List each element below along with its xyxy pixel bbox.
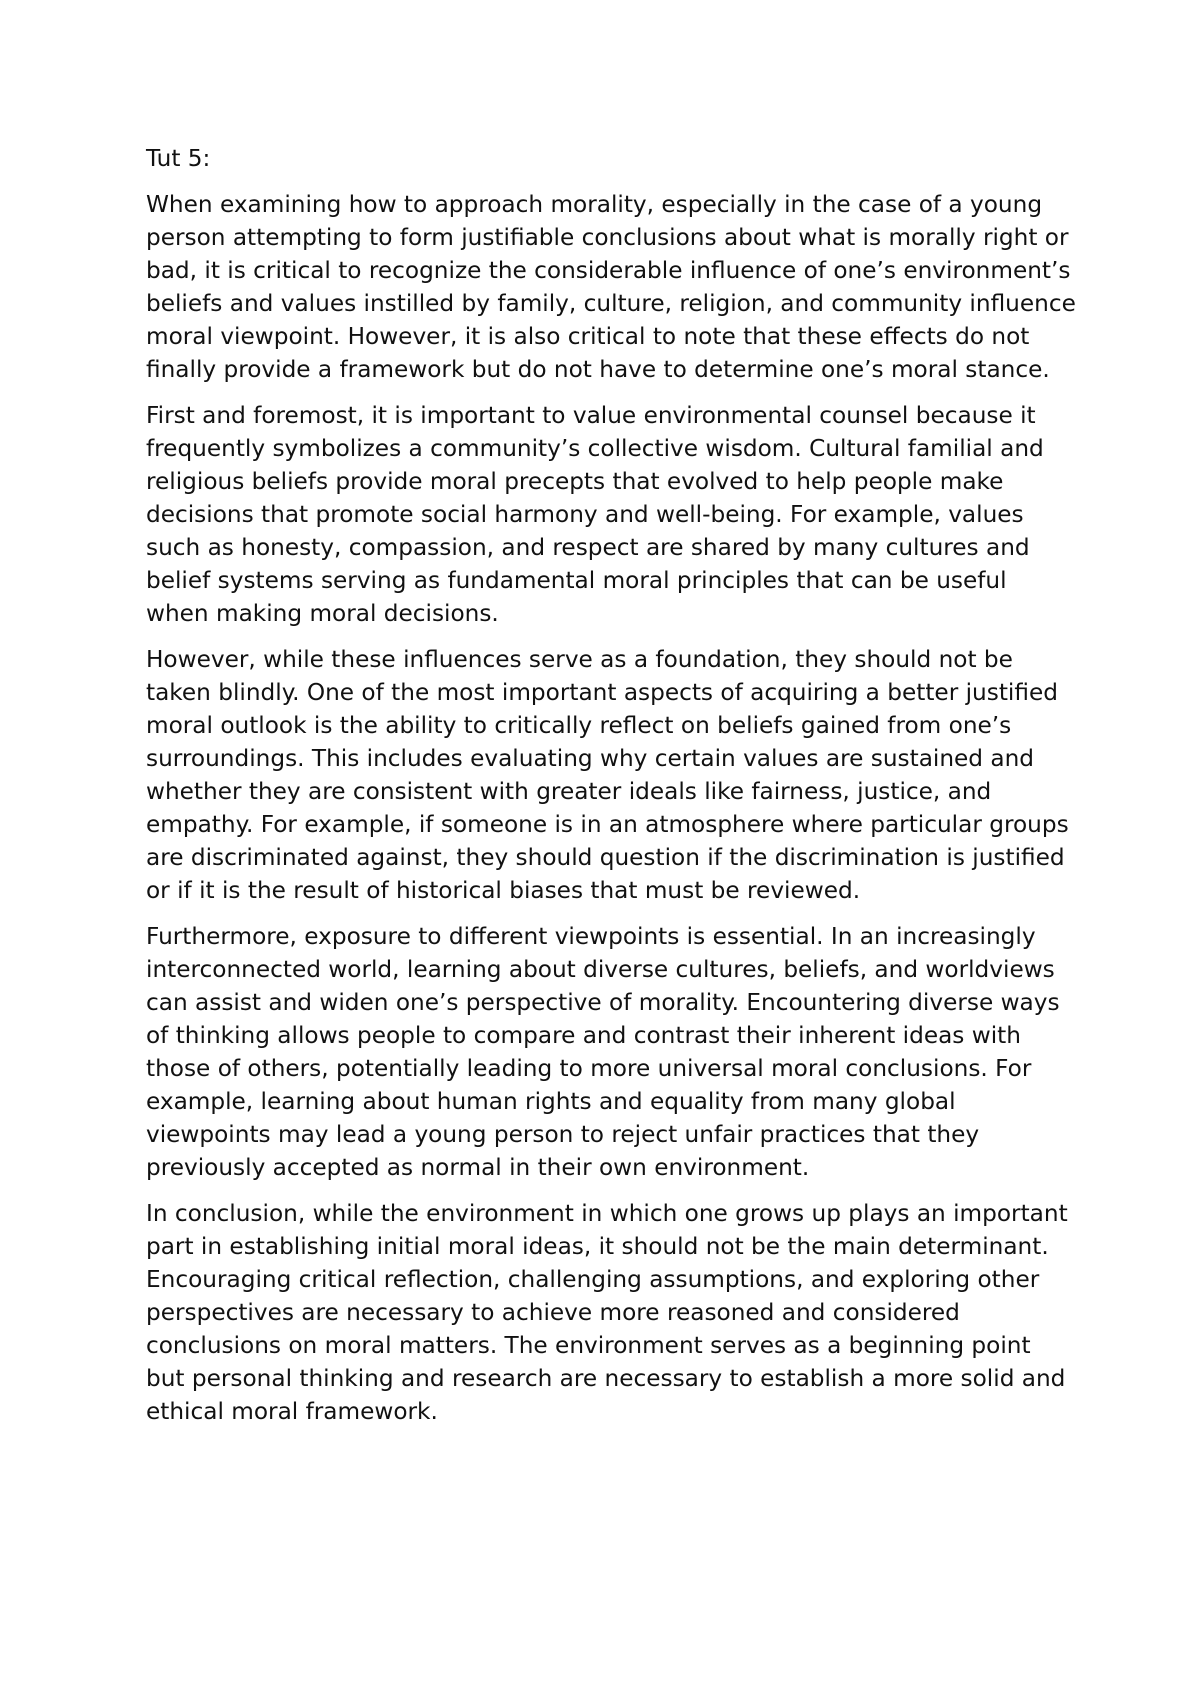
paragraph-3: However, while these influences serve as a foundation, they should not be taken blindly. One of the most important aspects of acquiring a better justified moral outlook is the ability to critically reflect on beliefs gained from one’s surroundings. This includes evaluating why certain values are sustained and whether they are consistent with greater ideals like fairness, justice, and empathy. For example, if someone is in an atmosphere where particular groups are discriminated against, they should question if the discrimination is justified or if it is the result of historical biases that must be reviewed. [146,646,1069,904]
document-heading: Tut 5: [146,145,211,172]
paragraph-5: In conclusion, while the environment in which one grows up plays an important part in establishing initial moral ideas, it should not be the main determinant. Encouraging critical reflection, challenging assumptions, and exploring other perspectives are necessary to achieve more reasoned and considered conclusions on moral matters. The environment serves as a beginning point but personal thinking and research are necessary to establish a more solid and ethical moral framework. [146,1200,1068,1425]
paragraph-4: Furthermore, exposure to different viewpoints is essential. In an increasingly interconnected world, learning about diverse cultures, beliefs, and worldviews can assist and widen one’s perspective of morality. Encountering diverse ways of thinking allows people to compare and contrast their inherent ideas with those of others, potentially leading to more universal moral conclusions. For example, learning about human rights and equality from many global viewpoints may lead a young person to reject unfair practices that they previously accepted as normal in their own environment. [146,923,1060,1181]
paragraph-1: When examining how to approach morality, especially in the case of a young person attempting to form justifiable conclusions about what is morally right or bad, it is critical to recognize the considerable influence of one’s environment’s beliefs and values instilled by family, culture, religion, and community influence moral viewpoint. However, it is also critical to note that these effects do not finally provide a framework but do not have to determine one’s moral stance. [146,191,1076,383]
document-body [146,142,1076,1441]
paragraph-2: First and foremost, it is important to value environmental counsel because it frequently symbolizes a community’s collective wisdom. Cultural familial and religious beliefs provide moral precepts that evolved to help people make decisions that promote social harmony and well-being. For example, values such as honesty, compassion, and respect are shared by many cultures and belief systems serving as fundamental moral principles that can be useful when making moral decisions. [146,402,1044,627]
